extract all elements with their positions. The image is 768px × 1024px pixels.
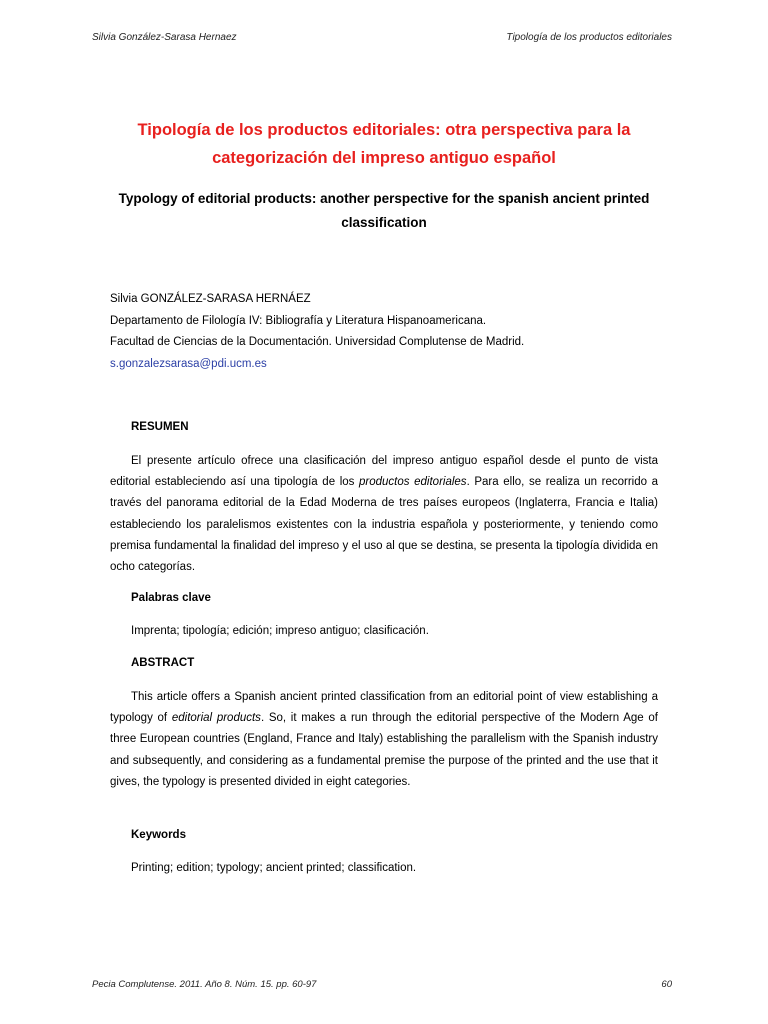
article-title-spanish: Tipología de los productos editoriales: otra perspectiva para la categorización del impreso antiguo español — [137, 121, 631, 167]
keywords-heading: Keywords — [131, 829, 186, 841]
author-name: Silvia GONZÁLEZ-SARASA HERNÁEZ — [110, 293, 311, 305]
running-header-title: Tipología de los productos editoriales — [506, 32, 672, 43]
resumen-text-start: El presente artículo ofrece una clasificación del impreso antiguo español desde el punto de vista editorial estableciendo así una tipología de los — [110, 455, 658, 489]
footer-citation: Pecia Complutense. 2011. Año 8. Núm. 15. pp. 60-97 — [92, 979, 317, 990]
abstract-heading: ABSTRACT — [131, 657, 195, 669]
resumen-text-italic: productos editoriales — [359, 476, 467, 489]
abstract-text-italic: editorial products — [171, 712, 261, 725]
article-title-english: Typology of editorial products: another perspective for the spanish ancient printed classification — [118, 191, 650, 230]
resumen-heading: RESUMEN — [131, 421, 189, 433]
author-faculty: Facultad de Ciencias de la Documentación. Universidad Complutense de Madrid. — [110, 336, 525, 348]
author-email-link[interactable]: s.gonzalezsarasa@pdi.ucm.es — [110, 357, 267, 370]
resumen-text-end: . Para ello, se realiza un recorrido a través del panorama editorial de la Edad Moderna de tres países europeos (Inglaterra, Francia e Italia) estableciendo los paralelismos existentes con la industria española y posteriormente, y teniendo como premisa fundamental la finalidad del impreso y el uso al que se destina, se presenta la tipología dividida en ocho categorías. — [110, 476, 658, 574]
author-affiliation — [110, 289, 524, 375]
keywords-text: Printing; edition; typology; ancient printed; classification. — [131, 862, 417, 874]
abstract-text-start: This article offers a Spanish ancient printed classification from an editorial point of view establishing a typology of — [110, 691, 658, 725]
author-department: Departamento de Filología IV: Bibliografía y Literatura Hispanoamericana. — [110, 314, 487, 327]
palabras-clave-heading: Palabras clave — [131, 592, 211, 604]
abstract-text-end: . So, it makes a run through the editorial perspective of the Modern Age of three European countries (England, France and Italy) establishing the parallelism with the Spanish industry and subsequently, and considering as a fundamental premise the purpose of the printed and the use that it gives, the typology is presented divided in eight categories. — [110, 712, 658, 788]
palabras-clave-text: Imprenta; tipología; edición; impreso antiguo; clasificación. — [131, 625, 429, 637]
running-header-author: Silvia González-Sarasa Hernaez — [92, 32, 237, 43]
resumen-paragraph — [110, 451, 658, 578]
page-number: 60 — [661, 979, 672, 990]
abstract-paragraph — [110, 687, 658, 793]
